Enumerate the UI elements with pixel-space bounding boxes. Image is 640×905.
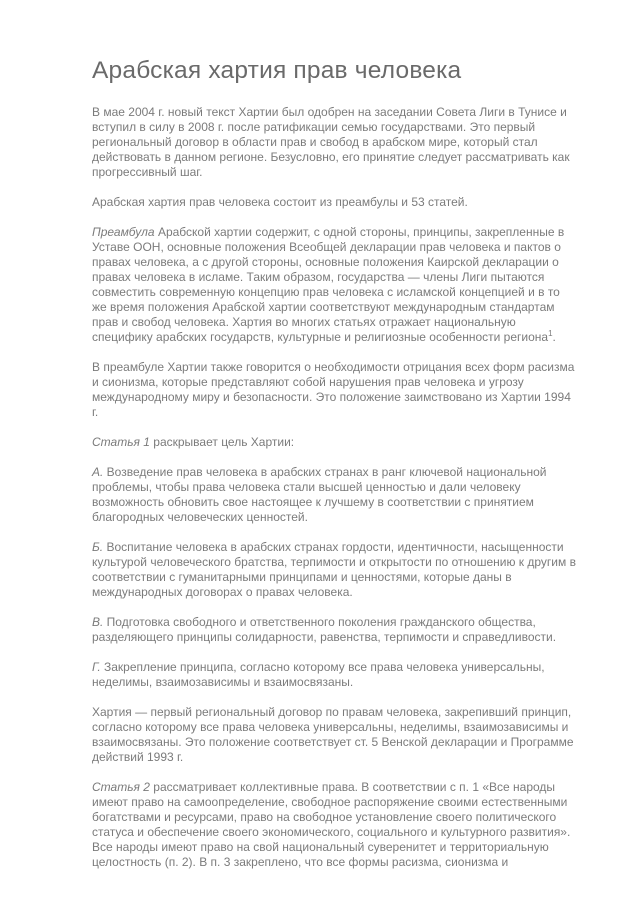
paragraph-lead: Г. <box>92 660 101 674</box>
paragraph-text: Закрепление принципа, согласно которому все права человека универсальны, неделимы, взаимозависимы и взаимосвязаны. <box>92 660 545 689</box>
paragraph-article1 <box>92 435 577 450</box>
paragraph-text: Возведение прав человека в арабских странах в ранг ключевой национальной проблемы, чтобы права человека стали высшей ценностью и дали человеку возможность обновить свое настоящее к лучшему в соответствии с принятием благородных человеческих ценностей. <box>92 465 547 524</box>
paragraph-lead: Преамбула <box>92 225 155 239</box>
paragraph-lead: Статья 2 <box>92 780 150 794</box>
paragraph-preamble-racism <box>92 360 577 420</box>
footnote-marker: 1 <box>548 329 553 338</box>
paragraph-point-a <box>92 465 577 525</box>
paragraph-text: Подготовка свободного и ответственного поколения гражданского общества, разделяющего принципы солидарности, равенства, терпимости и справедливости. <box>92 615 557 644</box>
paragraph-intro <box>92 105 577 180</box>
paragraph-text: Арабской хартии содержит, с одной стороны, принципы, закрепленные в Уставе ООН, основные положения Всеобщей декларации прав человека и пактов о правах человека, а с другой стороны, основные положения Каирской декларации о правах человека в исламе. Таким образом, государства — члены Лиги пытаются совместить современную концепцию прав человека с исламской концепцией и в то же время положения Арабской хартии соответствуют международным стандартам прав и свобод человека. Хартия во многих статьях отражает национальную специфику арабских государств, культурные и религиозные особенности региона <box>92 225 565 344</box>
paragraph-article2 <box>92 780 577 870</box>
paragraph-lead: А. <box>92 465 104 479</box>
paragraph-lead: Статья 1 <box>92 435 150 449</box>
paragraph-text: Воспитание человека в арабских странах гордости, идентичности, насыщенности культурой человеческого братства, терпимости и открытости по отношению к другим в соответствии с гуманитарными принципами и ценностями, которые даны в международных договорах о правах человека. <box>92 540 576 599</box>
paragraph-point-v <box>92 615 577 645</box>
paragraph-text: Арабская хартия прав человека состоит из преамбулы и 53 статей. <box>92 195 468 209</box>
paragraph-point-b <box>92 540 577 600</box>
paragraph-text: раскрывает цель Хартии: <box>149 435 295 449</box>
paragraph-text: В преамбуле Хартии также говорится о необходимости отрицания всех форм расизма и сионизма, которые представляют собой нарушения прав человека и угрозу международному миру и безопасности. Это положение заимствовано из Хартии 1994 г. <box>92 360 575 419</box>
paragraph-text: В мае 2004 г. новый текст Хартии был одобрен на заседании Совета Лиги в Тунисе и вступил в силу в 2008 г. после ратификации семью государствами. Это первый региональный договор в области прав и свобод в арабском мире, который стал действовать в данном регионе. Безусловно, его принятие следует рассматривать как прогрессивный шаг. <box>92 105 570 179</box>
paragraph-text: рассматривает коллективные права. В соответствии с п. 1 «Все народы имеют право на самоопределение, свободное распоряжение своими естественными богатствами и ресурсами, право на свободное установление своего политического статуса и обеспечение своего экономического, социального и культурного развития». Все народы имеют право на свой национальный суверенитет и территориальную целостность (п. 2). В п. 3 закреплено, что все формы расизма, сионизма и <box>92 780 571 869</box>
paragraph-text: Хартия — первый региональный договор по правам человека, закрепивший принцип, согласно которому все права человека универсальны, неделимы, взаимозависимы и взаимосвязаны. Это положение соответствует ст. 5 Венской декларации и Программе действий 1993 г. <box>92 705 574 764</box>
paragraph-lead: Б. <box>92 540 104 554</box>
paragraph-structure <box>92 195 577 210</box>
paragraph-tail: . <box>552 330 556 344</box>
paragraph-point-g <box>92 660 577 690</box>
paragraph-charter-principle <box>92 705 577 765</box>
paragraph-preamble <box>92 225 577 345</box>
paragraph-lead: В. <box>92 615 104 629</box>
page-title: Арабская хартия прав человека <box>92 57 462 84</box>
